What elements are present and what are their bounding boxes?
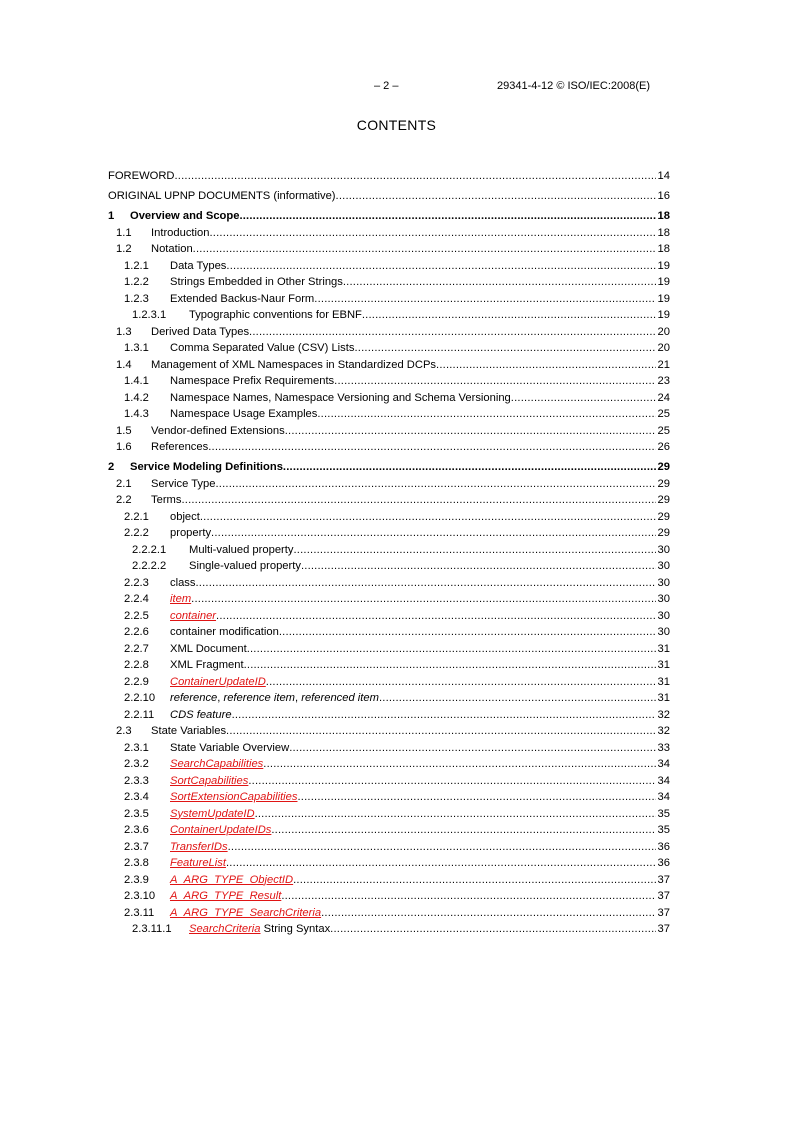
- toc-entry-title: [170, 773, 248, 790]
- dot-leader: [436, 357, 656, 374]
- toc-entry-page: 31: [657, 675, 670, 688]
- toc-entry-title: [170, 390, 511, 407]
- toc-entry[interactable]: [108, 839, 670, 856]
- toc-entry-page: 37: [657, 873, 670, 886]
- dot-leader: [317, 406, 656, 423]
- toc-entry-number: 1.4.2: [124, 391, 149, 404]
- toc-entry-page: 29: [657, 477, 670, 490]
- toc-entry-number: 2.2.1: [124, 510, 149, 523]
- toc-entry-title: [170, 641, 247, 658]
- toc-entry-title: [151, 225, 209, 242]
- toc-entry[interactable]: [108, 525, 670, 542]
- toc-entry-link-text[interactable]: A_ARG_TYPE_SearchCriteria: [170, 906, 322, 919]
- toc-entry-title: [151, 357, 436, 374]
- toc-entry-title: [170, 855, 226, 872]
- dot-leader: [289, 740, 656, 757]
- toc-entry-title-text: Comma Separated Value (CSV) Lists: [170, 342, 355, 354]
- toc-entry-page: 25: [657, 424, 670, 437]
- toc-entry-page: 29: [657, 510, 670, 523]
- dot-leader: [293, 872, 656, 889]
- toc-entry-number: 1.2: [116, 243, 132, 255]
- toc-entry-title: [170, 575, 196, 592]
- toc-entry-page: 30: [657, 543, 670, 556]
- toc-entry-number: 2.2.4: [124, 593, 149, 605]
- table-of-contents: [108, 168, 670, 938]
- toc-entry-title: [170, 291, 314, 308]
- dot-leader: [209, 225, 656, 242]
- toc-entry-title-text: Overview and Scope: [130, 210, 240, 222]
- dot-leader: [379, 690, 656, 707]
- dot-leader: [211, 525, 656, 542]
- toc-entry-page: 24: [657, 391, 670, 404]
- toc-entry-page: 25: [657, 408, 670, 420]
- toc-entry-page: 34: [657, 774, 670, 787]
- toc-entry-link-text[interactable]: ContainerUpdateIDs: [170, 824, 272, 836]
- toc-entry-number: 2.3.2: [124, 758, 149, 770]
- dot-leader: [226, 855, 656, 872]
- toc-entry[interactable]: [108, 789, 670, 806]
- toc-entry-page: 31: [657, 659, 670, 671]
- toc-entry-title: [170, 274, 343, 291]
- dot-leader: [208, 439, 656, 456]
- toc-entry-title-text: class: [170, 576, 196, 589]
- toc-entry-title: [170, 608, 216, 625]
- toc-entry-page: 31: [657, 692, 670, 704]
- dot-leader: [196, 575, 657, 592]
- toc-entry-title: [170, 789, 297, 806]
- toc-entry-title-text: FOREWORD: [108, 170, 175, 182]
- toc-entry-page: 32: [657, 708, 670, 721]
- toc-entry-page: 19: [657, 292, 670, 305]
- toc-entry-title: [170, 340, 354, 357]
- toc-entry[interactable]: [108, 740, 670, 757]
- toc-entry-number: 2.2.6: [124, 626, 149, 638]
- toc-entry[interactable]: [108, 241, 670, 258]
- toc-entry[interactable]: [108, 773, 670, 790]
- dot-leader: [362, 307, 656, 324]
- dot-leader: [228, 839, 656, 856]
- dot-leader: [334, 373, 656, 390]
- toc-entry-number: 2.2.8: [124, 659, 149, 671]
- toc-entry-page: 19: [657, 259, 670, 272]
- toc-entry-title: [130, 208, 239, 225]
- toc-entry[interactable]: [108, 307, 670, 324]
- dot-leader: [336, 188, 656, 205]
- toc-entry-number: 2.3.8: [124, 857, 149, 869]
- page-number: – 2 –: [374, 80, 399, 92]
- dot-leader: [354, 340, 656, 357]
- toc-entry-link-text[interactable]: FeatureList: [170, 857, 226, 869]
- toc-entry[interactable]: [108, 542, 670, 559]
- toc-entry-number: 1.2.3: [124, 292, 149, 305]
- toc-entry[interactable]: [108, 291, 670, 308]
- toc-entry[interactable]: [108, 188, 670, 205]
- toc-entry-page: 29: [657, 527, 670, 539]
- toc-entry[interactable]: [108, 373, 670, 390]
- toc-entry-page: 35: [657, 807, 670, 820]
- toc-entry[interactable]: [108, 274, 670, 291]
- toc-entry-number: 2.3.7: [124, 840, 149, 853]
- toc-entry-title-text: References: [151, 441, 209, 453]
- toc-entry-title: [108, 188, 336, 205]
- toc-entry-title: [151, 324, 249, 341]
- toc-entry-number: 2.3.10: [124, 890, 156, 902]
- toc-entry-page: 36: [657, 840, 670, 853]
- toc-entry-number: 2.2.2.1: [132, 543, 167, 556]
- dot-leader: [193, 241, 656, 258]
- toc-entry-title-text: Notation: [151, 243, 193, 255]
- toc-entry-page: 19: [657, 309, 670, 321]
- toc-entry-number: 2: [108, 461, 115, 473]
- toc-entry-title-text: ,: [295, 692, 302, 704]
- toc-entry-number: 2.2.2.2: [132, 560, 167, 572]
- toc-entry[interactable]: [108, 591, 670, 608]
- dot-leader: [181, 492, 656, 509]
- toc-entry-number: 2.3: [116, 725, 132, 737]
- toc-entry-title: [170, 525, 211, 542]
- toc-entry-title-text: CDS feature: [170, 708, 232, 721]
- toc-entry-number: 2.2.10: [124, 692, 156, 704]
- toc-entry[interactable]: [108, 921, 670, 938]
- toc-entry-page: 30: [657, 626, 670, 638]
- toc-entry-title: [170, 756, 263, 773]
- toc-entry-page: 36: [657, 857, 670, 869]
- toc-entry-page: 30: [657, 593, 670, 605]
- toc-entry-number: 2.3.5: [124, 807, 149, 820]
- toc-entry-number: 2.3.11.1: [132, 923, 172, 935]
- toc-entry-number: 1.2.1: [124, 259, 149, 272]
- toc-entry[interactable]: [108, 459, 670, 476]
- toc-entry[interactable]: [108, 608, 670, 625]
- toc-entry[interactable]: [108, 905, 670, 922]
- toc-entry-page: 23: [657, 375, 670, 387]
- toc-entry-page: 14: [657, 170, 670, 182]
- toc-entry-title: [170, 591, 191, 608]
- toc-entry[interactable]: [108, 324, 670, 341]
- dot-leader: [244, 657, 656, 674]
- dot-leader: [279, 624, 656, 641]
- dot-leader: [248, 773, 656, 790]
- dot-leader: [314, 291, 656, 308]
- toc-entry-title-text: XML Document: [170, 642, 247, 655]
- toc-entry-link-text[interactable]: A_ARG_TYPE_Result: [170, 890, 282, 902]
- toc-entry[interactable]: [108, 423, 670, 440]
- toc-entry[interactable]: [108, 872, 670, 889]
- toc-entry-page: 29: [657, 461, 670, 473]
- toc-entry-title-text: String Syntax: [260, 923, 331, 935]
- toc-entry-page: 18: [657, 243, 670, 255]
- toc-entry-title-text: reference: [170, 692, 218, 704]
- toc-entry-title: [170, 872, 293, 889]
- toc-entry-title-text: Service Type: [151, 477, 216, 490]
- toc-entry-title: [151, 423, 285, 440]
- toc-entry-page: 35: [657, 824, 670, 836]
- toc-entry-title: [170, 740, 289, 757]
- toc-entry-title-text: Terms: [151, 494, 182, 506]
- toc-entry-number: 2.3.3: [124, 774, 149, 787]
- dot-leader: [343, 274, 656, 291]
- toc-entry-page: 30: [657, 576, 670, 589]
- document-identifier: 29341-4-12 © ISO/IEC:2008(E): [497, 80, 651, 92]
- toc-entry-page: 18: [657, 226, 670, 239]
- toc-entry-title: [189, 558, 301, 575]
- toc-entry-page: 33: [657, 741, 670, 754]
- toc-entry-number: 1: [108, 210, 115, 222]
- dot-leader: [216, 608, 656, 625]
- toc-entry-page: 32: [657, 725, 670, 737]
- toc-entry-title-text: Multi-valued property: [189, 543, 294, 556]
- dot-leader: [226, 723, 656, 740]
- toc-entry[interactable]: [108, 806, 670, 823]
- toc-entry-number: 1.6: [116, 441, 132, 453]
- dot-leader: [271, 822, 656, 839]
- toc-entry[interactable]: [108, 558, 670, 575]
- toc-entry[interactable]: [108, 476, 670, 493]
- toc-entry-number: 2.2.9: [124, 675, 149, 688]
- dot-leader: [301, 558, 656, 575]
- dot-leader: [266, 674, 656, 691]
- toc-entry-number: 2.3.11: [124, 906, 155, 919]
- toc-entry[interactable]: [108, 168, 670, 185]
- toc-entry-link-text[interactable]: ContainerUpdateID: [170, 675, 266, 688]
- toc-entry-title: [151, 723, 226, 740]
- toc-entry-link-text[interactable]: SearchCapabilities: [170, 758, 264, 770]
- toc-entry-title-text: ,: [217, 692, 224, 704]
- toc-entry-title: [170, 258, 226, 275]
- toc-entry-link-text[interactable]: SortExtensionCapabilities: [170, 791, 298, 803]
- dot-leader: [330, 921, 656, 938]
- toc-entry[interactable]: [108, 822, 670, 839]
- toc-entry-title-text: reference item: [223, 692, 295, 704]
- toc-entry-link-text[interactable]: SystemUpdateID: [170, 807, 255, 820]
- toc-entry-number: 1.4.1: [124, 375, 149, 387]
- toc-entry-title-text: Derived Data Types: [151, 325, 250, 338]
- toc-entry-number: 2.2.7: [124, 642, 149, 655]
- toc-entry[interactable]: [108, 390, 670, 407]
- toc-entry-page: 19: [657, 276, 670, 288]
- toc-entry-title-text: Namespace Names, Namespace Versioning and Schema Versioning: [170, 391, 511, 404]
- toc-entry-number: 1.3: [116, 325, 132, 338]
- toc-entry-title-text: Extended Backus-Naur Form: [170, 292, 315, 305]
- toc-entry[interactable]: [108, 641, 670, 658]
- dot-leader: [200, 509, 656, 526]
- toc-entry[interactable]: [108, 707, 670, 724]
- toc-entry-title-text: Data Types: [170, 259, 227, 272]
- toc-entry-title: [170, 839, 228, 856]
- dot-leader: [226, 258, 656, 275]
- toc-entry[interactable]: [108, 208, 670, 225]
- toc-entry[interactable]: [108, 674, 670, 691]
- dot-leader: [255, 806, 656, 823]
- toc-entry-title: [108, 168, 175, 185]
- toc-entry-title-text: State Variable Overview: [170, 741, 290, 754]
- toc-entry-number: 2.1: [116, 477, 132, 490]
- toc-entry-page: 30: [657, 609, 670, 622]
- dot-leader: [232, 707, 656, 724]
- toc-entry-title-text: Vendor-defined Extensions: [151, 424, 285, 437]
- toc-entry-page: 29: [657, 494, 670, 506]
- toc-entry-number: 1.5: [116, 424, 132, 437]
- toc-entry-page: 37: [657, 890, 670, 902]
- toc-entry-number: 2.2.3: [124, 576, 149, 589]
- toc-entry-title: [170, 905, 321, 922]
- dot-leader: [191, 591, 656, 608]
- toc-entry-number: 2.3.1: [124, 741, 149, 754]
- toc-entry-title: [170, 373, 334, 390]
- toc-entry-page: 26: [657, 441, 670, 453]
- toc-entry-page: 37: [657, 923, 670, 935]
- toc-entry-title-text: Management of XML Namespaces in Standardized DCPs: [151, 358, 437, 371]
- toc-entry-title: [170, 509, 200, 526]
- dot-leader: [263, 756, 656, 773]
- toc-entry-title: [170, 624, 279, 641]
- toc-entry-number: 2.3.9: [124, 873, 149, 886]
- toc-entry-page: 20: [657, 325, 670, 338]
- toc-entry-number: 2.2.11: [124, 708, 155, 721]
- toc-entry-number: 2.3.6: [124, 824, 149, 836]
- toc-entry-title-text: ORIGINAL UPNP DOCUMENTS (informative): [108, 190, 336, 202]
- toc-entry-page: 30: [657, 560, 670, 572]
- toc-entry-title-text: Service Modeling Definitions: [130, 461, 283, 473]
- dot-leader: [249, 324, 656, 341]
- toc-entry-title: [189, 921, 330, 938]
- toc-entry[interactable]: [108, 406, 670, 423]
- toc-entry[interactable]: [108, 225, 670, 242]
- toc-entry-title: [189, 307, 362, 324]
- toc-entry[interactable]: [108, 855, 670, 872]
- toc-entry[interactable]: [108, 258, 670, 275]
- toc-entry-page: 31: [657, 642, 670, 655]
- toc-entry-title: [151, 241, 193, 258]
- toc-entry-title-text: XML Fragment: [170, 659, 244, 671]
- dot-leader: [281, 888, 656, 905]
- toc-entry-title-text: referenced item: [301, 692, 379, 704]
- dot-leader: [285, 423, 656, 440]
- toc-entry[interactable]: [108, 756, 670, 773]
- toc-entry-link-text[interactable]: item: [170, 593, 192, 605]
- toc-entry-title: [170, 406, 317, 423]
- toc-entry-number: 1.1: [116, 226, 132, 239]
- toc-entry[interactable]: [108, 439, 670, 456]
- toc-entry[interactable]: [108, 657, 670, 674]
- toc-entry-number: 2.2.5: [124, 609, 149, 622]
- toc-entry-title: [170, 822, 271, 839]
- toc-entry-number: 1.2.2: [124, 276, 149, 288]
- toc-entry[interactable]: [108, 357, 670, 374]
- toc-entry-number: 1.4: [116, 358, 132, 371]
- toc-entry-page: 34: [657, 758, 670, 770]
- toc-entry[interactable]: [108, 509, 670, 526]
- toc-entry[interactable]: [108, 690, 670, 707]
- toc-entry-title-text: Strings Embedded in Other Strings: [170, 276, 343, 288]
- toc-entry-number: 2.2: [116, 494, 132, 506]
- toc-entry-title: [130, 459, 283, 476]
- dot-leader: [321, 905, 656, 922]
- dot-leader: [175, 168, 657, 185]
- toc-entry-title: [170, 690, 379, 707]
- toc-entry-title: [170, 674, 266, 691]
- toc-entry-title-text: Single-valued property: [189, 560, 301, 572]
- toc-entry-link-text[interactable]: container: [170, 609, 217, 622]
- toc-entry-title-text: container modification: [170, 626, 279, 638]
- dot-leader: [215, 476, 656, 493]
- toc-entry-number: 2.2.2: [124, 527, 149, 539]
- toc-entry[interactable]: [108, 492, 670, 509]
- toc-entry[interactable]: [108, 888, 670, 905]
- toc-entry-link-text[interactable]: A_ARG_TYPE_ObjectID: [170, 873, 294, 886]
- contents-title: CONTENTS: [356, 117, 437, 133]
- toc-entry-title-text: Typographic conventions for EBNF: [189, 309, 362, 321]
- toc-entry-title: [170, 888, 281, 905]
- toc-entry-title-text: State Variables: [151, 725, 227, 737]
- dot-leader: [247, 641, 656, 658]
- toc-entry[interactable]: [108, 340, 670, 357]
- toc-entry-title: [170, 806, 255, 823]
- toc-entry-number: 1.2.3.1: [132, 309, 167, 321]
- toc-entry-title: [189, 542, 293, 559]
- toc-entry-title: [151, 439, 208, 456]
- toc-entry-link-text[interactable]: SortCapabilities: [170, 774, 249, 787]
- dot-leader: [239, 208, 656, 225]
- toc-entry-title: [170, 657, 244, 674]
- toc-entry-title: [170, 707, 232, 724]
- toc-entry-title-text: Namespace Usage Examples: [170, 408, 318, 420]
- toc-entry-title-text: Namespace Prefix Requirements: [170, 375, 335, 387]
- toc-entry-number: 1.3.1: [124, 342, 149, 354]
- toc-entry[interactable]: [108, 624, 670, 641]
- toc-entry-page: 20: [657, 342, 670, 354]
- toc-entry-number: 2.3.4: [124, 791, 149, 803]
- toc-entry-link-text[interactable]: TransferIDs: [170, 840, 228, 853]
- toc-entry-page: 18: [657, 210, 670, 222]
- toc-entry-page: 34: [657, 791, 670, 803]
- toc-entry-title-text: property: [170, 527, 212, 539]
- toc-entry-page: 16: [657, 190, 670, 202]
- toc-entry-title-text: Introduction: [151, 226, 210, 239]
- dot-leader: [511, 390, 656, 407]
- toc-entry-page: 21: [657, 358, 670, 371]
- toc-entry-title-text: object: [170, 510, 200, 523]
- toc-entry[interactable]: [108, 723, 670, 740]
- dot-leader: [297, 789, 656, 806]
- dot-leader: [283, 459, 656, 476]
- toc-entry-title: [151, 492, 181, 509]
- toc-entry-number: 1.4.3: [124, 408, 149, 420]
- dot-leader: [293, 542, 656, 559]
- toc-entry-title: [151, 476, 215, 493]
- toc-entry-page: 37: [657, 906, 670, 919]
- toc-entry[interactable]: [108, 575, 670, 592]
- toc-entry-link-text[interactable]: SearchCriteria: [189, 923, 261, 935]
